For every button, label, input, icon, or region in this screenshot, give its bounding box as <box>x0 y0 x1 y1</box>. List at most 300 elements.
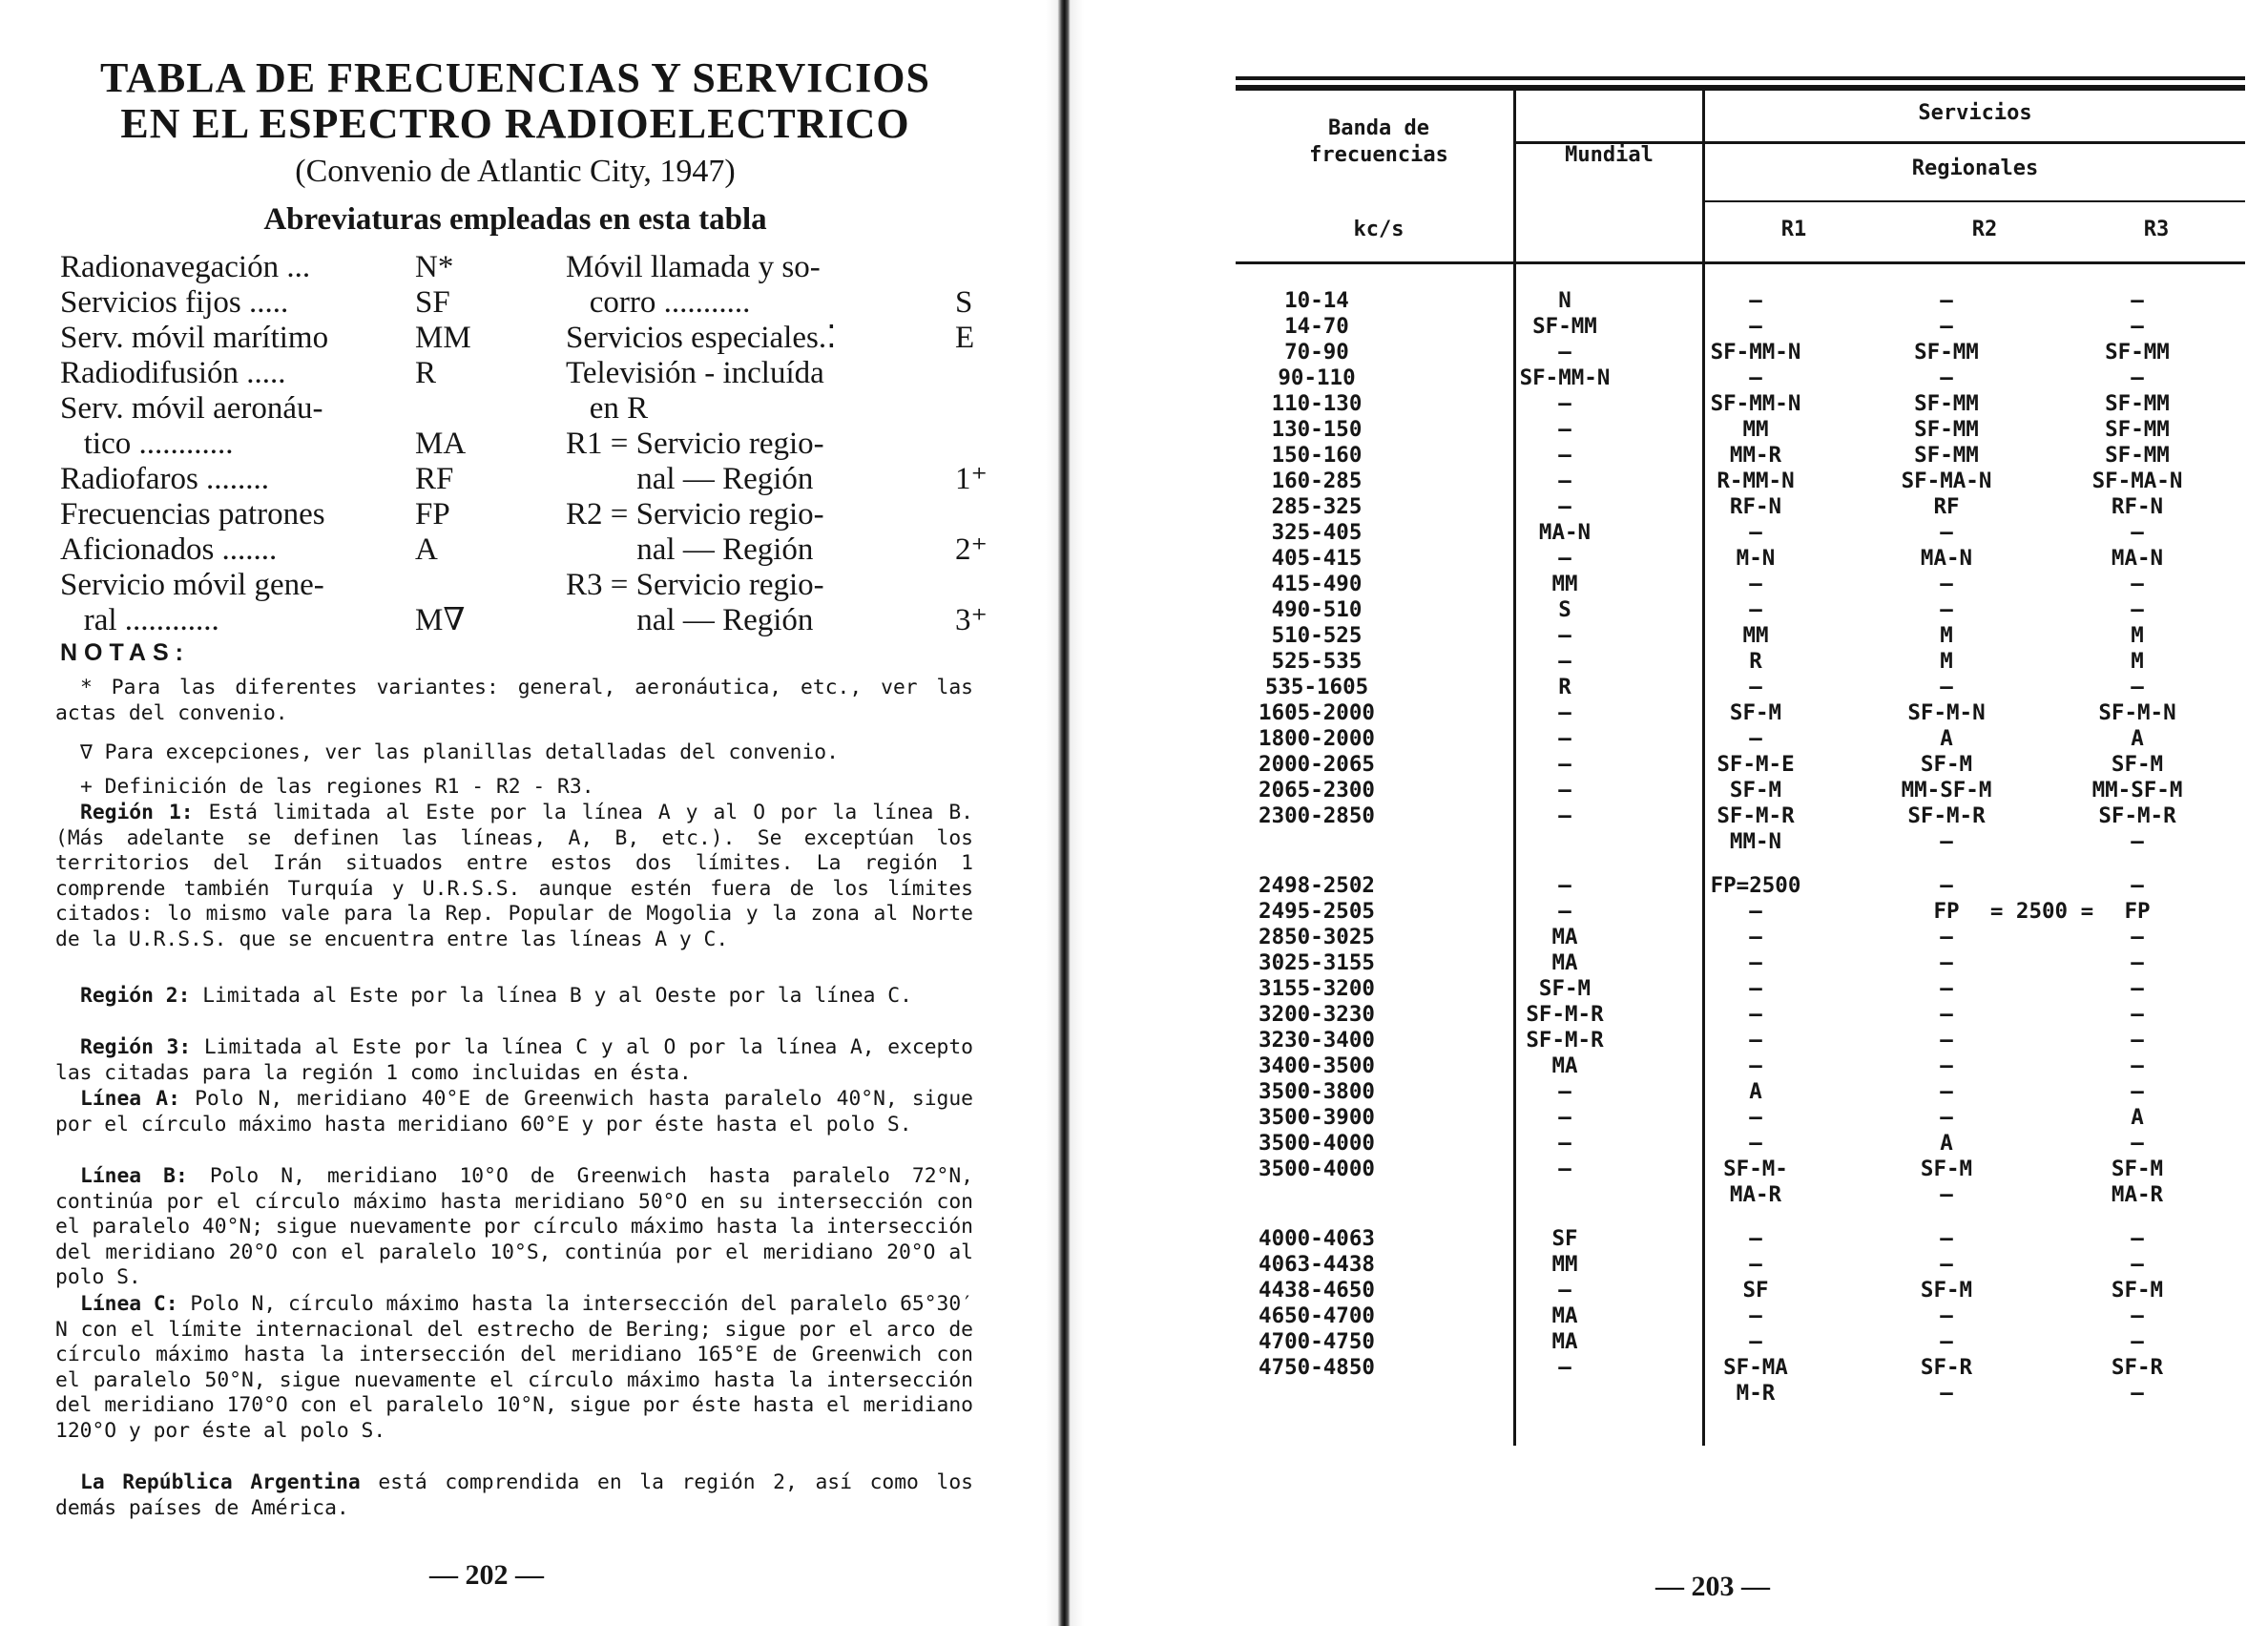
cell-r1: MA-R <box>1729 1181 1782 1207</box>
cell-mundial: — <box>1558 623 1571 648</box>
cell-r3: SF-M-N <box>2098 700 2176 725</box>
abbreviation-right-label: R3 = Servicio regio- <box>566 568 824 602</box>
cell-r3: A <box>2131 726 2144 751</box>
cell-r2: — <box>1940 1380 1953 1406</box>
abbreviation-left-code: M∇ <box>415 603 466 637</box>
cell-r2: — <box>1940 949 1953 975</box>
cell-r2: — <box>1940 520 1953 545</box>
table-row <box>1221 1182 2252 1208</box>
cell-r2: MA-N <box>1920 546 1973 571</box>
cell-band: 14-70 <box>1284 314 1349 339</box>
cell-r3: A <box>2131 1104 2144 1130</box>
table-top-rule-1 <box>1236 76 2245 80</box>
cell-r1: SF-M-E <box>1717 752 1795 777</box>
abbreviation-right-label: nal — Región <box>566 532 814 567</box>
table-row <box>1221 752 2252 778</box>
table-row <box>1221 417 2252 443</box>
cell-r3: M <box>2131 623 2144 648</box>
cell-mundial: MA <box>1551 924 1578 949</box>
cell-mundial: — <box>1558 752 1571 777</box>
abbreviation-left-label: Radiodifusión ..... <box>60 356 286 390</box>
cell-r1: SF-MM-N <box>1710 340 1801 365</box>
cell-r1: MM-N <box>1729 829 1782 854</box>
cell-mundial: MA <box>1551 1303 1578 1328</box>
cell-band: 4000-4063 <box>1259 1225 1375 1251</box>
cell-mundial: — <box>1558 726 1571 751</box>
cell-r3: — <box>2131 924 2144 949</box>
cell-r1: R <box>1749 649 1762 674</box>
abbreviation-left-label: tico ............ <box>60 427 234 461</box>
cell-r2: M <box>1940 623 1953 648</box>
abbreviation-right-label: R1 = Servicio regio- <box>566 427 824 461</box>
cell-r2: SF-MA-N <box>1901 469 1992 493</box>
cell-r3: — <box>2131 314 2144 339</box>
cell-r1: — <box>1749 365 1762 390</box>
cell-r2: SF-M <box>1920 1156 1973 1181</box>
abbreviation-left-label: Serv. móvil aeronáu- <box>60 391 323 426</box>
table-row <box>1221 1303 2252 1329</box>
cell-r1: RF-N <box>1729 494 1782 519</box>
table-top-rule-2 <box>1236 85 2245 91</box>
cell-r3: FP <box>2124 898 2151 924</box>
cell-r3: — <box>2131 1303 2144 1328</box>
header-r3: R3 <box>2143 218 2170 241</box>
cell-r3: SF-MM <box>2105 391 2170 416</box>
cell-r3: MA-R <box>2111 1181 2164 1207</box>
cell-r1: SF-MM-N <box>1710 391 1801 416</box>
note-region-2: Región 2: Limitada al Este por la línea B y al Oeste por la línea C. <box>80 984 912 1008</box>
cell-mundial: — <box>1558 700 1571 725</box>
cell-r1: — <box>1749 1251 1762 1277</box>
table-row <box>1221 1002 2252 1028</box>
table-row <box>1221 546 2252 572</box>
header-r1: R1 <box>1780 218 1807 241</box>
cell-r3: — <box>2131 520 2144 545</box>
cell-band: 3500-4000 <box>1259 1130 1375 1156</box>
cell-r1: M-R <box>1736 1380 1776 1406</box>
cell-r2: A <box>1940 726 1953 751</box>
table-row <box>1221 597 2252 623</box>
header-regionales: Regionales <box>1911 156 2039 180</box>
note-region-1: Región 1: Está limitada al Este por la línea A y al O por la línea B. (Más adelante se definen las líneas, A, B, etc.). Se exceptúan los territorios del Irán situados entre estos dos límites. La región 1 comprende también Turquía y U.R.S.S. aunque estén fuera de los límites citados: lo mismo vale para la Rep. Popular de Mogolia y la zona al Norte de la U.R.S.S. que se encuentra entre las líneas A y C. <box>55 801 973 951</box>
abbreviation-left-code: R <box>415 356 437 390</box>
cell-r2: — <box>1940 572 1953 596</box>
cell-band: 4438-4650 <box>1259 1277 1375 1303</box>
table-row <box>1221 1157 2252 1182</box>
cell-r2: SF-MM <box>1914 391 1979 416</box>
cell-mundial: — <box>1558 417 1571 442</box>
cell-r2: — <box>1940 975 1953 1001</box>
note-region-3: Región 3: Limitada al Este por la línea C y al O por la línea A, excepto las citadas para la región 1 como incluidas en ésta. <box>55 1035 973 1085</box>
cell-mundial: SF-M-R <box>1526 1027 1604 1053</box>
table-row <box>1221 1131 2252 1157</box>
cell-r1: A <box>1749 1078 1762 1104</box>
cell-band: 10-14 <box>1284 288 1349 313</box>
cell-r3: SF-M <box>2111 752 2164 777</box>
cell-band: 2000-2065 <box>1259 752 1375 777</box>
table-row <box>1221 623 2252 649</box>
abbreviation-left-code: SF <box>415 285 450 320</box>
cell-band: 3400-3500 <box>1259 1053 1375 1078</box>
header-band-line-2: frecuencias <box>1309 143 1448 167</box>
cell-r2: FP <box>1933 898 1960 924</box>
header-r2: R2 <box>1971 218 1998 241</box>
cell-r1: SF <box>1742 1277 1769 1303</box>
table-row <box>1221 340 2252 365</box>
abbreviation-left-code: FP <box>415 497 450 532</box>
cell-r1: — <box>1749 1053 1762 1078</box>
cell-band: 3230-3400 <box>1259 1027 1375 1053</box>
table-row <box>1221 873 2252 899</box>
table-row <box>1221 649 2252 675</box>
cell-r1: — <box>1749 1328 1762 1354</box>
cell-r1: MM <box>1742 623 1769 648</box>
cell-r1: — <box>1749 597 1762 622</box>
regionales-underline <box>1705 200 2245 202</box>
cell-mundial: MM <box>1551 1251 1578 1277</box>
table-row <box>1221 443 2252 469</box>
cell-r3: SF-M <box>2111 1277 2164 1303</box>
cell-mundial: — <box>1558 1354 1571 1380</box>
cell-band: 2065-2300 <box>1259 778 1375 803</box>
cell-band: 4063-4438 <box>1259 1251 1375 1277</box>
cell-band: 4650-4700 <box>1259 1303 1375 1328</box>
cell-r1: — <box>1749 675 1762 699</box>
table-row <box>1221 675 2252 700</box>
cell-r1: SF-M <box>1729 778 1782 803</box>
abbreviations-heading: Abreviaturas empleadas en esta tabla <box>263 202 767 237</box>
note-linea-c: Línea C: Polo N, círculo máximo hasta la intersección del paralelo 65°30′ N con el límite internacional del estrecho de Bering; sigue por el arco de círculo máximo hasta la intersección del meridiano 165°E de Greenwich con el paralelo 50°N, sigue nuevamente el círculo máximo hasta la intersección del meridiano 170°O con el paralelo 10°N, sigue por éste hasta el meridiano 120°O y por éste al polo S. <box>55 1292 974 1443</box>
cell-r3: — <box>2131 1130 2144 1156</box>
cell-r3: SF-R <box>2111 1354 2164 1380</box>
cell-r2: — <box>1940 1328 1953 1354</box>
cell-band: 70-90 <box>1284 340 1349 365</box>
abbreviation-right-label: R2 = Servicio regio- <box>566 497 824 532</box>
cell-r2: SF-M-N <box>1907 700 1986 725</box>
cell-r3: — <box>2131 675 2144 699</box>
abbreviation-left-label: Servicios fijos ..... <box>60 285 289 320</box>
abbreviation-left-label: Servicio móvil gene- <box>60 568 324 602</box>
cell-mundial: SF <box>1551 1225 1578 1251</box>
cell-r3: — <box>2131 365 2144 390</box>
abbreviation-left-label: Radiofaros ........ <box>60 462 270 496</box>
cell-r2: — <box>1940 1303 1953 1328</box>
cell-r1: M-N <box>1736 546 1776 571</box>
cell-band: 2300-2850 <box>1259 803 1375 828</box>
cell-r1: — <box>1749 949 1762 975</box>
cell-r3: M <box>2131 649 2144 674</box>
note-linea-b: Línea B: Polo N, meridiano 10°O de Greenwich hasta paralelo 72°N, continúa por el círculo máximo hasta meridiano 50°O en su intersección con el paralelo 40°N; sigue nuevamente por círculo máximo hasta la intersección del meridiano 20°O con el paralelo 10°S, continúa por el meridiano 20°O al polo S. <box>55 1164 973 1289</box>
cell-r2: — <box>1940 1053 1953 1078</box>
subtitle: (Convenio de Atlantic City, 1947) <box>295 154 736 189</box>
cell-r2: — <box>1940 1104 1953 1130</box>
table-row <box>1221 1278 2252 1303</box>
cell-r2: SF-M <box>1920 752 1973 777</box>
cell-band: 2495-2505 <box>1259 898 1375 924</box>
cell-r1: — <box>1749 1104 1762 1130</box>
abbreviation-left-label: Radionavegación ... <box>60 250 311 284</box>
cell-r3: — <box>2131 829 2144 854</box>
cell-band: 3155-3200 <box>1259 975 1375 1001</box>
header-servicios: Servicios <box>1918 101 2032 125</box>
cell-r2: — <box>1940 597 1953 622</box>
cell-r2: — <box>1940 314 1953 339</box>
cell-r1: MM-R <box>1729 443 1782 468</box>
abbreviation-right-code: 2⁺ <box>955 532 988 567</box>
note-star: * Para las diferentes variantes: general, aeronáutica, etc., ver las actas del convenio. <box>55 676 973 725</box>
cell-r2: SF-R <box>1920 1354 1973 1380</box>
cell-band: 160-285 <box>1271 469 1363 493</box>
cell-r2: — <box>1940 924 1953 949</box>
note-argentina: La República Argentina está comprendida en la región 2, así como los demás países de América. <box>55 1470 973 1520</box>
cell-band: 490-510 <box>1271 597 1363 622</box>
cell-r3: — <box>2131 1001 2144 1027</box>
cell-r2: SF-MM <box>1914 340 1979 365</box>
cell-r2: — <box>1940 872 1953 898</box>
cell-r2: A <box>1940 1130 1953 1156</box>
cell-mundial: — <box>1558 778 1571 803</box>
cell-band: 3500-4000 <box>1259 1156 1375 1181</box>
cell-band: 1800-2000 <box>1259 726 1375 751</box>
cell-r1: — <box>1749 1001 1762 1027</box>
abbreviation-right-label: Móvil llamada y so- <box>566 250 821 284</box>
table-row <box>1221 1381 2252 1407</box>
cell-r2: SF-M <box>1920 1277 1973 1303</box>
cell-r1: SF-MA <box>1723 1354 1788 1380</box>
cell-band: 110-130 <box>1271 391 1363 416</box>
abbreviation-right-label: nal — Región <box>566 462 814 496</box>
cell-mundial: R <box>1558 675 1571 699</box>
left-page <box>0 0 1069 1626</box>
cell-band: 510-525 <box>1271 623 1363 648</box>
cell-r3: SF-M <box>2111 1156 2164 1181</box>
abbreviation-right-label: nal — Región <box>566 603 814 637</box>
header-band-line-1: Banda de <box>1328 116 1429 140</box>
cell-band: 1605-2000 <box>1259 700 1375 725</box>
cell-band: 3200-3230 <box>1259 1001 1375 1027</box>
cell-r2: M <box>1940 649 1953 674</box>
abbreviation-right-label: Servicios especiales.⁚ <box>566 321 837 355</box>
abbreviation-left-code: N* <box>415 250 454 284</box>
table-row <box>1221 469 2252 494</box>
note-plus: + Definición de las regiones R1 - R2 - R3. <box>80 775 594 799</box>
cell-r1: — <box>1749 572 1762 596</box>
cell-r1: — <box>1749 288 1762 313</box>
cell-r1: — <box>1749 314 1762 339</box>
abbreviation-right-code: 1⁺ <box>955 462 988 496</box>
cell-r1: SF-M-R <box>1717 803 1795 828</box>
cell-r1: SF-M- <box>1723 1156 1788 1181</box>
abbreviation-right-label: en R <box>566 391 649 426</box>
table-row <box>1221 494 2252 520</box>
cell-shared-value: = 2500 = <box>1989 898 2094 924</box>
table-row <box>1221 572 2252 597</box>
cell-r3: SF-M-R <box>2098 803 2176 828</box>
cell-mundial: MA <box>1551 1053 1578 1078</box>
header-mundial: Mundial <box>1565 143 1654 167</box>
cell-r2: — <box>1940 1225 1953 1251</box>
cell-r3: SF-MM <box>2105 417 2170 442</box>
cell-band: 3500-3800 <box>1259 1078 1375 1104</box>
cell-r3: — <box>2131 288 2144 313</box>
cell-r3: — <box>2131 1078 2144 1104</box>
note-linea-a: Línea A: Polo N, meridiano 40°E de Greenwich hasta paralelo 40°N, sigue por el círculo máximo hasta meridiano 60°E y por éste hasta el polo S. <box>55 1087 973 1136</box>
cell-r3: — <box>2131 1251 2144 1277</box>
table-row <box>1221 1105 2252 1131</box>
cell-band: 325-405 <box>1271 520 1363 545</box>
cell-r1: — <box>1749 1027 1762 1053</box>
cell-r1: — <box>1749 726 1762 751</box>
cell-r2: RF <box>1933 494 1960 519</box>
cell-r3: — <box>2131 1328 2144 1354</box>
cell-mundial: S <box>1558 597 1571 622</box>
cell-r2: SF-MM <box>1914 443 1979 468</box>
abbreviation-right-code: E <box>955 321 975 355</box>
cell-r2: — <box>1940 1181 1953 1207</box>
cell-r3: — <box>2131 597 2144 622</box>
cell-r2: — <box>1940 675 1953 699</box>
cell-r3: SF-MM <box>2105 340 2170 365</box>
table-row <box>1221 520 2252 546</box>
header-bottom-rule <box>1236 261 2245 264</box>
cell-mundial: SF-MM <box>1532 314 1597 339</box>
table-row <box>1221 391 2252 417</box>
cell-mundial: — <box>1558 494 1571 519</box>
cell-mundial: — <box>1558 1078 1571 1104</box>
cell-band: 130-150 <box>1271 417 1363 442</box>
table-row <box>1221 314 2252 340</box>
abbreviation-left-code: RF <box>415 462 454 496</box>
table-row <box>1221 365 2252 391</box>
notes-heading: NOTAS: <box>60 639 190 666</box>
cell-r2: — <box>1940 1078 1953 1104</box>
table-row <box>1221 976 2252 1002</box>
page-title-line-2: EN EL ESPECTRO RADIOELECTRICO <box>120 100 910 147</box>
cell-r3: — <box>2131 1053 2144 1078</box>
cell-band: 285-325 <box>1271 494 1363 519</box>
cell-r3: — <box>2131 1027 2144 1053</box>
cell-r3: — <box>2131 1380 2144 1406</box>
cell-r1: — <box>1749 898 1762 924</box>
abbreviation-right-label: corro ........... <box>566 285 751 320</box>
header-unit: kc/s <box>1353 218 1404 241</box>
cell-r3: SF-MA-N <box>2091 469 2183 493</box>
cell-mundial: — <box>1558 340 1571 365</box>
cell-mundial: MM <box>1551 572 1578 596</box>
cell-mundial: N <box>1558 288 1571 313</box>
table-row <box>1221 1252 2252 1278</box>
cell-mundial: SF-MM-N <box>1519 365 1611 390</box>
table-row <box>1221 925 2252 950</box>
cell-band: 4700-4750 <box>1259 1328 1375 1354</box>
cell-mundial: MA-N <box>1538 520 1592 545</box>
cell-r2: SF-MM <box>1914 417 1979 442</box>
cell-mundial: — <box>1558 1277 1571 1303</box>
table-row <box>1221 899 2252 925</box>
cell-r3: — <box>2131 1225 2144 1251</box>
table-row <box>1221 726 2252 752</box>
cell-band: 525-535 <box>1271 649 1363 674</box>
cell-band: 90-110 <box>1278 365 1356 390</box>
abbreviation-right-label: Televisión - incluída <box>566 356 824 390</box>
cell-mundial: — <box>1558 1130 1571 1156</box>
cell-r1: MM <box>1742 417 1769 442</box>
cell-r2: — <box>1940 365 1953 390</box>
cell-r3: SF-MM <box>2105 443 2170 468</box>
table-row <box>1221 829 2252 855</box>
cell-band: 3500-3900 <box>1259 1104 1375 1130</box>
cell-band: 4750-4850 <box>1259 1354 1375 1380</box>
cell-r3: — <box>2131 975 2144 1001</box>
cell-band: 535-1605 <box>1264 675 1369 699</box>
cell-r3: — <box>2131 949 2144 975</box>
abbreviation-left-label: Frecuencias patrones <box>60 497 325 532</box>
cell-mundial: — <box>1558 803 1571 828</box>
cell-r1: FP=2500 <box>1710 872 1801 898</box>
cell-mundial: — <box>1558 391 1571 416</box>
cell-r3: RF-N <box>2111 494 2164 519</box>
cell-r1: — <box>1749 1225 1762 1251</box>
cell-r1: R-MM-N <box>1717 469 1795 493</box>
table-row <box>1221 1329 2252 1355</box>
abbreviation-left-code: MA <box>415 427 467 461</box>
cell-r1: — <box>1749 1130 1762 1156</box>
table-row <box>1221 1079 2252 1105</box>
abbreviation-left-code: A <box>415 532 438 567</box>
cell-r1: — <box>1749 1303 1762 1328</box>
cell-r1: — <box>1749 520 1762 545</box>
cell-mundial: — <box>1558 469 1571 493</box>
cell-r3: — <box>2131 872 2144 898</box>
note-nabla: ∇ Para excepciones, ver las planillas detalladas del convenio. <box>80 740 839 764</box>
cell-mundial: — <box>1558 872 1571 898</box>
cell-r2: — <box>1940 1027 1953 1053</box>
cell-r2: SF-M-R <box>1907 803 1986 828</box>
cell-mundial: — <box>1558 1156 1571 1181</box>
cell-band: 150-160 <box>1271 443 1363 468</box>
abbreviation-right-code: S <box>955 285 973 320</box>
page-title-line-1: TABLA DE FRECUENCIAS Y SERVICIOS <box>100 54 930 101</box>
abbreviation-right-code: 3⁺ <box>955 603 988 637</box>
page-number-left: — 202 — <box>429 1559 544 1591</box>
cell-mundial: — <box>1558 649 1571 674</box>
cell-mundial: MA <box>1551 949 1578 975</box>
cell-r2: — <box>1940 1001 1953 1027</box>
abbreviation-left-label: ral ............ <box>60 603 219 637</box>
cell-r1: — <box>1749 975 1762 1001</box>
cell-band: 405-415 <box>1271 546 1363 571</box>
cell-mundial: — <box>1558 1104 1571 1130</box>
cell-r1: — <box>1749 924 1762 949</box>
table-row <box>1221 1053 2252 1079</box>
abbreviation-left-code: MM <box>415 321 471 355</box>
table-row <box>1221 288 2252 314</box>
cell-mundial: — <box>1558 443 1571 468</box>
table-row <box>1221 1028 2252 1053</box>
cell-mundial: — <box>1558 898 1571 924</box>
cell-r2: — <box>1940 1251 1953 1277</box>
cell-r3: MM-SF-M <box>2091 778 2183 803</box>
table-row <box>1221 803 2252 829</box>
table-row <box>1221 778 2252 803</box>
cell-r2: MM-SF-M <box>1901 778 1992 803</box>
cell-r3: — <box>2131 572 2144 596</box>
abbreviation-left-label: Aficionados ....... <box>60 532 278 567</box>
cell-band: 2498-2502 <box>1259 872 1375 898</box>
cell-r1: SF-M <box>1729 700 1782 725</box>
page-number-right: — 203 — <box>1655 1571 1770 1602</box>
abbreviation-left-label: Serv. móvil marítimo <box>60 321 329 355</box>
